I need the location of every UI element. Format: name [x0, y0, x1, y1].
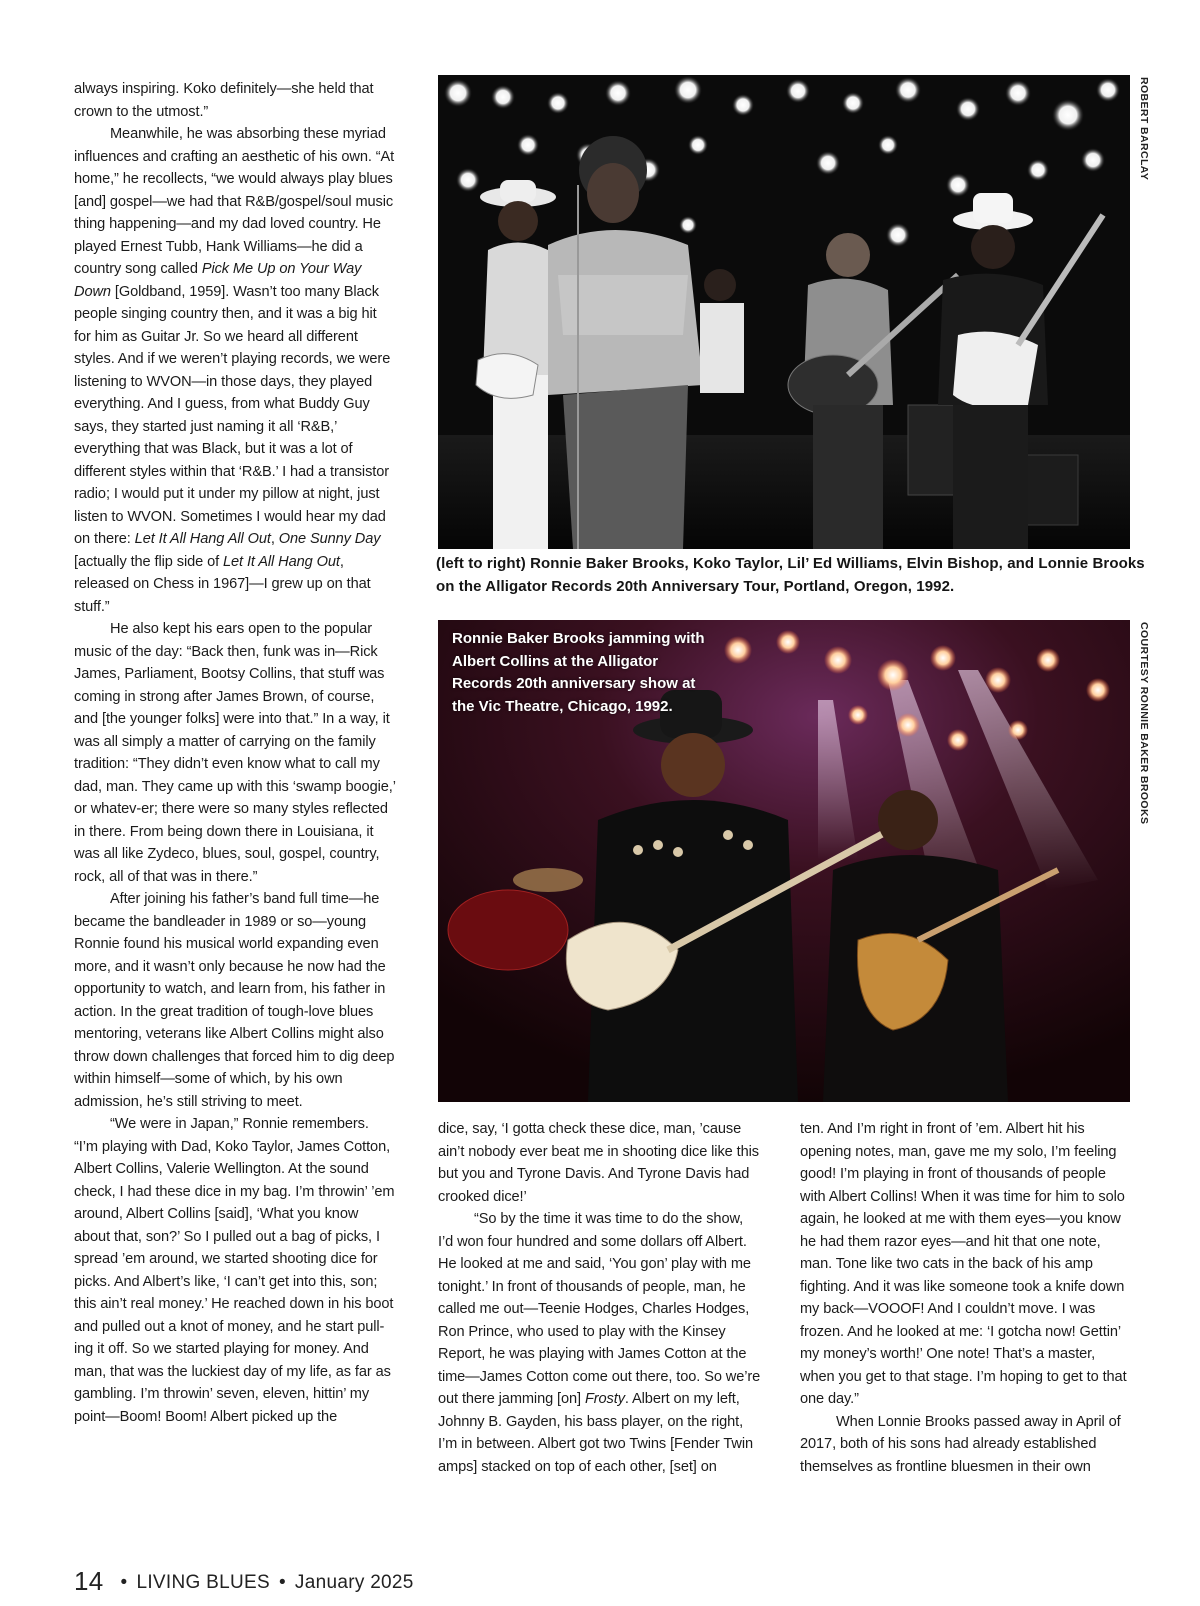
text-run: , released on Chess in 1967]—I grew up on that stuff.” [74, 553, 371, 615]
article-paragraph [74, 618, 396, 888]
article-column-middle [438, 1118, 762, 1478]
text-run: After joining his father’s band full time—he became the bandleader in 1989 or so—young Ronnie found his musical world expanding even more, and it wasn’t only because he now had the opportunity to watch, and learn from, his father in action. In the great tradition of tough-love blues mentoring, veterans like Albert Collins might also throw down challenges that forced him to dig deep within himself—some of which, by his own admission, he’s still striving to meet. [74, 891, 395, 1110]
text-run: “We were in Japan,” Ronnie remembers. “I’m playing with Dad, Koko Taylor, James Cotton, Albert Collins, Valerie Wellington. At the sound check, I had these dice in my bag. I’m throwin’ ’em around, Albert Collins [said], ‘What you know about that, son?’ So I pulled out a bag of picks, I spread ’em around, we started shooting dice for picks. And Albert’s like, ‘I can’t get into this, son; this ain’t real money.’ He reached down in his boot and pulled out a knot of money, and he start pull-ing it off. So we started playing for money. And man, that was the luckiest day of my life, as far as gambling. I’m throwin’ seven, eleven, hittin’ my point—Boom! Boom! Albert picked up the [74, 1116, 395, 1425]
article-paragraph [74, 1113, 396, 1428]
article-paragraph [438, 1208, 762, 1478]
text-run: , [270, 531, 279, 547]
title-italic: Frosty [584, 1391, 625, 1407]
photo1-caption: (left to right) Ronnie Baker Brooks, Koko Taylor, Lil’ Ed Williams, Elvin Bishop, and Lonnie Brooks on the Alligator Records 20th Anniversary Tour, Portland, Oregon, 1992. [436, 555, 1145, 595]
photo-alligator-tour-portland [438, 75, 1130, 549]
article-paragraph [800, 1118, 1130, 1411]
article-paragraph [74, 78, 396, 123]
text-run: [actually the flip side of [74, 553, 223, 570]
issue-date: January 2025 [294, 1572, 414, 1593]
footer-separator: • [120, 1572, 128, 1593]
photo1-credit: ROBERT BARCLAY [1138, 77, 1150, 181]
article-paragraph [74, 123, 396, 618]
page-number: 14 [74, 1566, 104, 1596]
title-italic: Let It All Hang Out [223, 553, 340, 570]
text-run: always inspiring. Koko definitely—she held that crown to the utmost.” [74, 81, 374, 120]
text-run: dice, say, ‘I gotta check these dice, man, ’cause ain’t nobody ever beat me in shooting dice like this but you and Tyrone Davis. And Tyrone Davis had crooked dice!’ [438, 1121, 759, 1205]
page-footer [74, 1566, 414, 1597]
article-paragraph [74, 888, 396, 1113]
title-italic: Pick Me Up on Your Way Down [74, 261, 362, 300]
article-column-right [800, 1118, 1130, 1478]
text-run: “So by the time it was time to do the show, I’d won four hundred and some dollars off Albert. He looked at me and said, ‘You gon’ play with me tonight.’ In front of thousands of people, man, he called me out—Teenie Hodges, Charles Hodges, Ron Prince, who used to play with the Kinsey Report, he was playing with James Cotton at the time—James Cotton come out there, too. So we’re out there jamming [on] [438, 1211, 761, 1407]
photo2-credit: COURTESY RONNIE BAKER BROOKS [1138, 622, 1150, 825]
title-italic: One Sunny Day [278, 531, 381, 547]
title-italic: Let It All Hang All Out [134, 531, 271, 547]
photo2-caption: Ronnie Baker Brooks jamming with Albert Collins at the Alligator Records 20th anniversary show at the Vic Theatre, Chicago, 1992. [452, 630, 705, 715]
footer-separator: • [278, 1572, 286, 1593]
text-run: ten. And I’m right in front of ’em. Albert hit his opening notes, man, gave me my solo, I’m feeling good! I’m playing in front of thousands of people with Albert Collins! When it was time for him to solo again, he looked at me with them eyes—you know he had them razor eyes—and hit that one note, man. Tone like two cats in the back of his amp fighting. And it was like someone took a knife down my back—VOOOF! And I couldn’t move. I was frozen. And he looked at me: ‘I gotcha now! Gettin’ my money’s worth!’ One note! That’s a master, when you get to that stage. I’m hoping to get to that one day.” [800, 1121, 1127, 1407]
article-paragraph [800, 1411, 1130, 1479]
text-run: When Lonnie Brooks passed away in April of 2017, both of his sons had already established themselves as frontline bluesmen in their own [800, 1413, 1121, 1475]
photo1-illustration [438, 75, 1130, 549]
text-run: Meanwhile, he was absorbing these myriad influences and crafting an aesthetic of his own. “At home,” he recollects, “we would always play blues [and] gospel—we had that R&B/gospel/soul music thing happening—and my dad loved country. He played Ernest Tubb, Hank Williams—he did a country song called [74, 126, 395, 277]
text-run: . Albert on my left, Johnny B. Gayden, his bass player, on the right, I’m in between. Albert got two Twins [Fender Twin amps] stacked on top of each other, [set] on [438, 1391, 753, 1475]
text-run: [Goldband, 1959]. Wasn’t too many Black people singing country then, and it was a big hit for him as Guitar Jr. So we heard all different styles. And if we weren’t playing records, we were listening to WVON—in those days, they played everything. And I guess, from what Buddy Guy says, they started just naming it all ‘R&B,’ everything that was Black, but it was a lot of different styles within that ‘R&B.’ I had a transistor radio; I would put it under my pillow at night, just listen to WVON. Sometimes I would hear my dad on there: [74, 283, 391, 547]
article-paragraph [438, 1118, 762, 1208]
text-run: He also kept his ears open to the popular music of the day: “Back then, funk was in—Rick James, Parliament, Bootsy Collins, that stuff was coming in strong after James Brown, of course, and [the younger folks] were into that.” In a way, it was all simply a matter of carrying on the family tradition: “They didn’t even know what to call my dad, man. They came up with this ‘swamp boogie,’ or whatev-er; there were so many styles reflected in there. From being down there in Louisiana, it was all like Zydeco, blues, soul, gospel, country, rock, all of that was in there.” [74, 621, 396, 885]
magazine-name: LIVING BLUES [136, 1572, 270, 1593]
article-column-left [74, 78, 396, 1428]
